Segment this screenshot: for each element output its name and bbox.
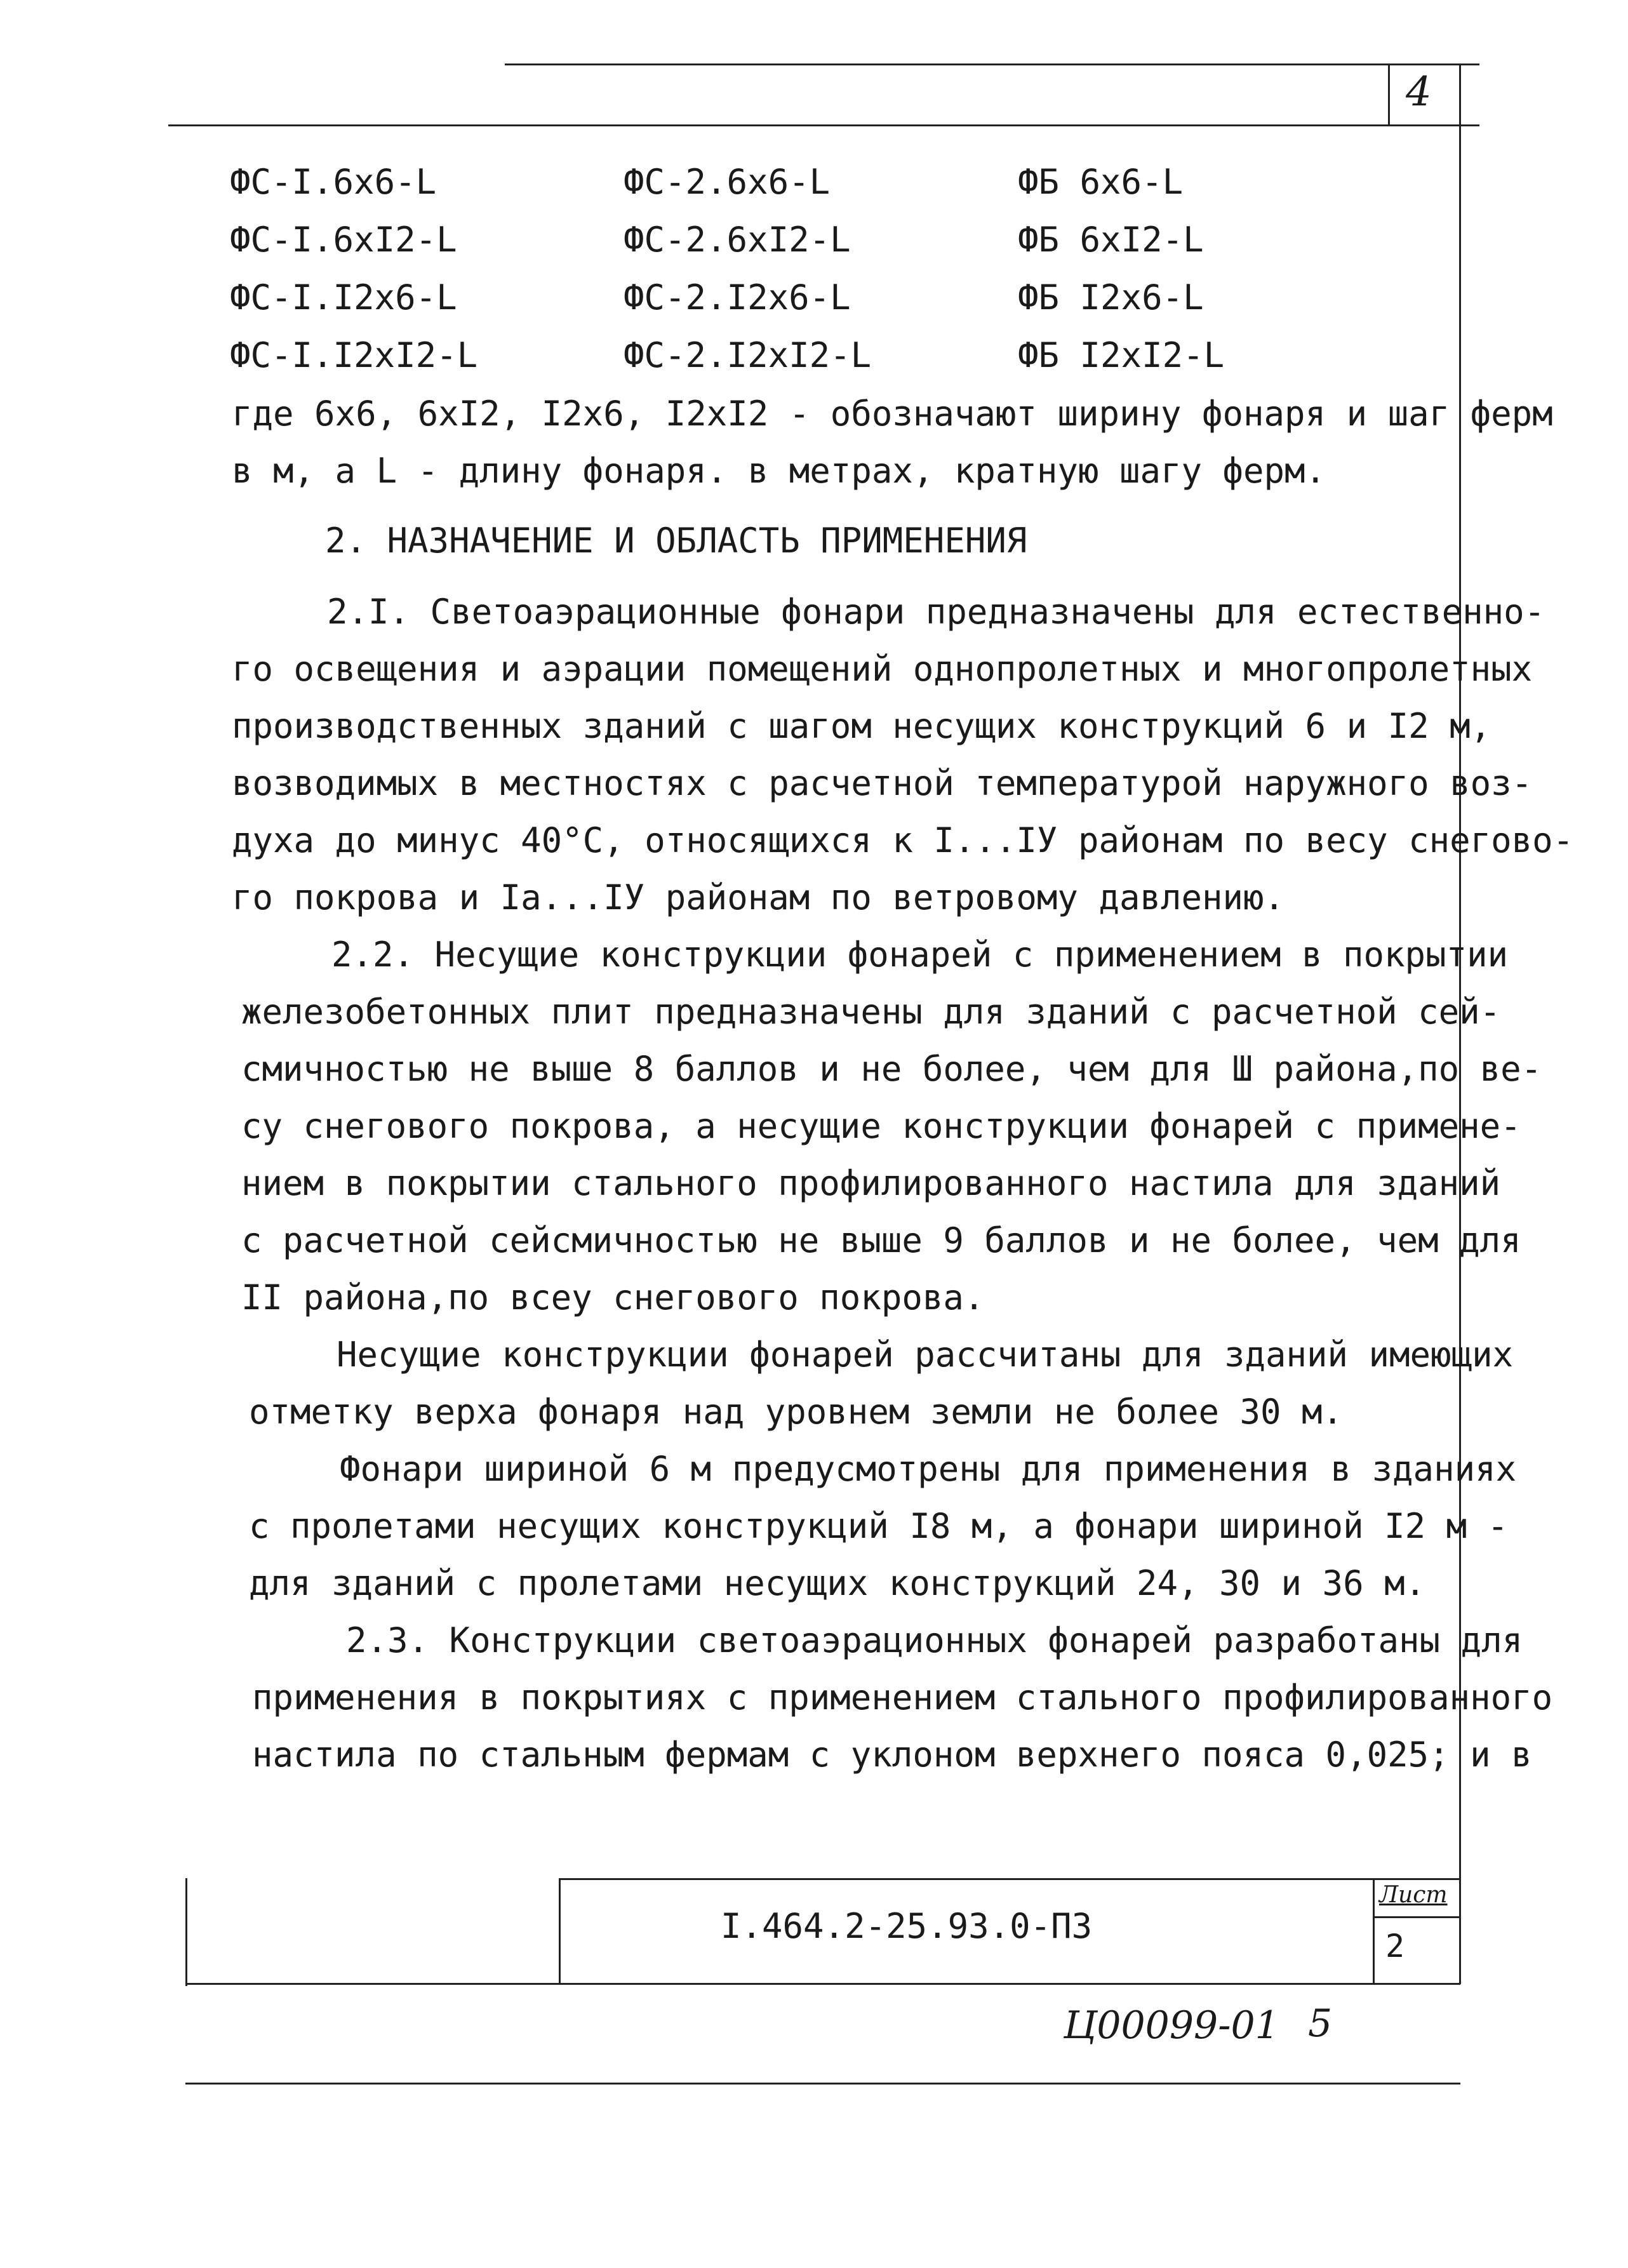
mark-cell: ФБ 6x6-L <box>1018 162 1184 202</box>
footer-page-number: 5 <box>1308 2001 1333 2046</box>
frame-top-line <box>505 63 1479 65</box>
text-line: су снегового покрова, а несущие конструкции фонарей с примене- <box>241 1106 1521 1146</box>
mark-cell: ФБ 6xI2-L <box>1018 220 1204 260</box>
mark-cell: ФС-I.I2xI2-L <box>230 335 478 375</box>
text-line: Фонари шириной 6 м предусмотрены для применения в зданиях <box>340 1449 1517 1489</box>
mark-cell: ФС-2.6xI2-L <box>624 220 851 260</box>
stamp-divider-line <box>1373 1878 1375 1985</box>
text-line: отметку верха фонаря над уровнем земли не более 30 м. <box>249 1392 1344 1432</box>
text-line: производственных зданий с шагом несущих конструкций 6 и I2 м, <box>232 706 1491 746</box>
text-line: с пролетами несущих конструкций I8 м, а фонари шириной I2 м - <box>249 1506 1509 1546</box>
text-line: го освещения и аэрации помещений однопролетных и многопролетных <box>232 649 1533 689</box>
frame-bottom-line <box>185 1983 1460 1985</box>
frame-header-line <box>168 124 1479 126</box>
mark-cell: ФС-2.6x6-L <box>624 162 831 202</box>
text-line: возводимых в местностях с расчетной температурой наружного воз- <box>232 763 1533 803</box>
marks-row <box>0 162 1628 206</box>
text-line: 2.3. Конструкции светоаэрационных фонарей разработаны для <box>346 1620 1523 1660</box>
marks-row <box>0 220 1628 264</box>
mark-cell: ФС-I.I2x6-L <box>230 277 457 317</box>
sheet-number: 2 <box>1385 1928 1405 1964</box>
text-line: в м, а L - длину фонаря. в метрах, кратную шагу ферм. <box>232 451 1326 491</box>
text-line: настила по стальным фермам с уклоном верхнего пояса 0,025; и в <box>252 1735 1532 1775</box>
stamp-sheet-label-line <box>1373 1916 1460 1918</box>
text-line: железобетонных плит предназначены для зданий с расчетной сей- <box>241 992 1501 1032</box>
stamp-left-line <box>559 1878 561 1985</box>
frame-left-line <box>185 1878 187 1986</box>
marks-row <box>0 335 1628 380</box>
mark-cell: ФБ I2x6-L <box>1018 277 1204 317</box>
mark-cell: ФБ I2xI2-L <box>1018 335 1225 375</box>
text-line: го покрова и Iа...IУ районам по ветровому давлению. <box>232 877 1285 917</box>
document-code: I.464.2-25.93.0-ПЗ <box>721 1906 1093 1946</box>
mark-cell: ФС-I.6xI2-L <box>230 220 457 260</box>
stamp-top-line <box>559 1878 1459 1880</box>
text-line: смичностью не выше 8 баллов и не более, чем для Ш района,по ве- <box>241 1049 1542 1089</box>
text-line: духа до минус 40°С, относящихся к I...IУ районам по весу снегово- <box>232 820 1574 860</box>
footer-line <box>185 2083 1460 2085</box>
corner-box-left <box>1388 63 1390 126</box>
text-line: Несущие конструкции фонарей рассчитаны для зданий имеющих <box>337 1335 1514 1375</box>
marks-row <box>0 277 1628 322</box>
text-line: 2.I. Светоаэрационные фонари предназначены для естественно- <box>327 592 1545 632</box>
corner-page-number: 4 <box>1406 69 1432 116</box>
text-line: II района,по всеу снегового покрова. <box>241 1277 985 1317</box>
text-line: где 6x6, 6xI2, I2x6, I2xI2 - обозначают ширину фонаря и шаг ферм <box>232 394 1553 434</box>
text-line: применения в покрытиях с применением стального профилированного <box>252 1678 1553 1718</box>
sheet-label: Лист <box>1379 1882 1448 1908</box>
mark-cell: ФС-2.I2x6-L <box>624 277 851 317</box>
mark-cell: ФС-2.I2xI2-L <box>624 335 872 375</box>
text-line: нием в покрытии стального профилированного настила для зданий <box>241 1163 1501 1203</box>
section-heading: 2. НАЗНАЧЕНИЕ И ОБЛАСТЬ ПРИМЕНЕНИЯ <box>325 521 1027 561</box>
text-line: 2.2. Несущие конструкции фонарей с применением в покрытии <box>331 935 1509 975</box>
mark-cell: ФС-I.6x6-L <box>230 162 437 202</box>
text-line: с расчетной сейсмичностью не выше 9 баллов и не более, чем для <box>241 1220 1521 1260</box>
text-line: для зданий с пролетами несущих конструкций 24, 30 и 36 м. <box>249 1563 1426 1603</box>
inventory-number: Ц00099-01 <box>1064 2003 1279 2048</box>
